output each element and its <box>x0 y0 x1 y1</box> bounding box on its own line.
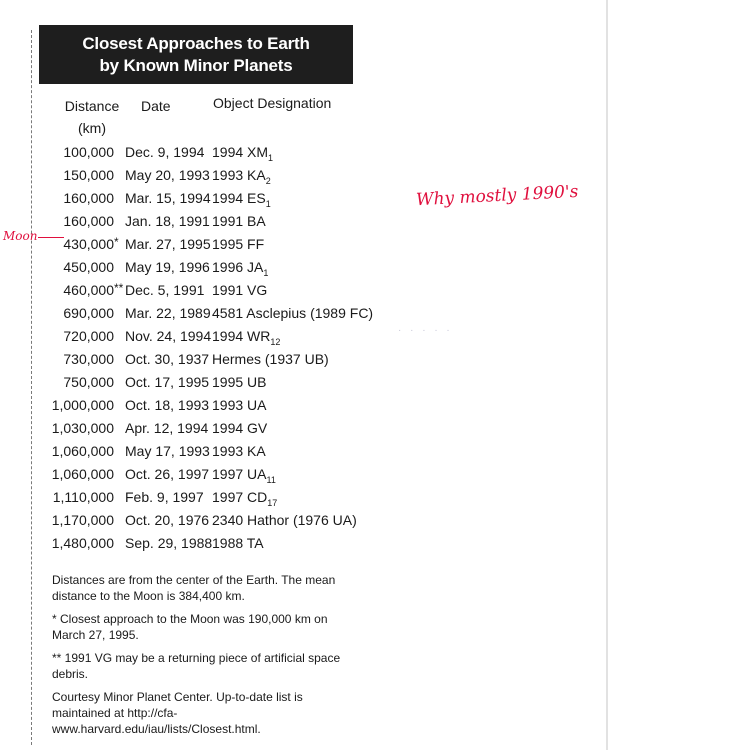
footnotes <box>52 572 362 744</box>
paper-edge <box>606 0 608 750</box>
object-designation: 1994 WR <box>212 328 271 344</box>
object-subscript: 17 <box>267 497 278 508</box>
table-row <box>46 325 376 348</box>
object-subscript: 12 <box>270 336 281 347</box>
object-designation: 1988 TA <box>212 535 264 551</box>
table-row <box>46 141 376 164</box>
distance-cell: 750,000 <box>63 374 114 390</box>
date-cell: May 17, 1993 <box>125 443 210 459</box>
table-row <box>46 509 376 532</box>
table-row <box>46 440 376 463</box>
column-header-distance <box>57 95 127 139</box>
object-designation: 1991 VG <box>212 282 268 298</box>
footnote-mark: ** <box>114 281 124 295</box>
date-cell: Nov. 24, 1994 <box>125 328 212 344</box>
table-row <box>46 210 376 233</box>
column-header-object: Object Designation <box>213 95 332 111</box>
distance-cell: 160,000 <box>63 213 114 229</box>
footnote-mark: * <box>114 235 119 249</box>
table-row <box>46 302 376 325</box>
object-subscript: 1 <box>263 267 269 278</box>
date-cell: Apr. 12, 1994 <box>125 420 209 436</box>
table-row <box>46 279 376 302</box>
distance-cell: 730,000 <box>63 351 114 367</box>
date-cell: Sep. 29, 1988 <box>125 535 213 551</box>
object-designation: 2340 Hathor (1976 UA) <box>212 512 357 528</box>
title-banner <box>39 25 353 84</box>
title-line-1: Closest Approaches to Earth <box>82 34 310 53</box>
date-cell: Oct. 17, 1995 <box>125 374 210 390</box>
object-designation: 1994 GV <box>212 420 268 436</box>
date-cell: Oct. 30, 1937 <box>125 351 210 367</box>
dashed-margin-rule <box>31 30 32 745</box>
distance-cell: 1,060,000 <box>51 466 114 482</box>
date-cell: Jan. 18, 1991 <box>125 213 210 229</box>
object-designation: 1995 FF <box>212 236 265 252</box>
date-cell: Feb. 9, 1997 <box>125 489 204 505</box>
column-header-distance-label: Distance <box>64 98 120 114</box>
distance-cell: 1,110,000 <box>52 489 114 505</box>
object-subscript: 1 <box>268 152 274 163</box>
distance-cell: 720,000 <box>63 328 114 344</box>
object-designation: 1993 KA <box>212 443 266 459</box>
distance-cell: 460,000 <box>63 282 114 298</box>
distance-cell: 690,000 <box>63 305 114 321</box>
distance-cell: 430,000 <box>63 236 114 252</box>
object-cell <box>212 532 264 561</box>
table-row <box>46 463 376 486</box>
distance-cell: 100,000 <box>63 144 114 160</box>
object-designation: 1994 ES <box>212 190 266 206</box>
object-designation: 1994 XM <box>212 144 269 160</box>
table-row <box>46 371 376 394</box>
table-row <box>46 532 376 555</box>
object-designation: 1996 JA <box>212 259 264 275</box>
date-cell: May 19, 1996 <box>125 259 210 275</box>
footnote-space-debris: ** 1991 VG may be a returning piece of artificial space debris. <box>52 651 341 681</box>
table-row <box>46 233 376 256</box>
object-subscript: 11 <box>266 474 276 485</box>
object-designation: 1997 CD <box>212 489 268 505</box>
handwritten-moon-line <box>38 237 64 238</box>
date-cell: Mar. 22, 1989 <box>125 305 211 321</box>
table-row <box>46 256 376 279</box>
date-cell: Dec. 5, 1991 <box>125 282 205 298</box>
date-cell: Dec. 9, 1994 <box>125 144 205 160</box>
table-row <box>46 417 376 440</box>
table-row <box>46 486 376 509</box>
date-cell: Mar. 27, 1995 <box>125 236 211 252</box>
object-designation: 1997 UA <box>212 466 267 482</box>
object-designation: 1993 UA <box>212 397 267 413</box>
date-cell: Oct. 18, 1993 <box>125 397 210 413</box>
object-designation: Hermes (1937 UB) <box>212 351 329 367</box>
scan-specks: · · · · · <box>398 325 453 336</box>
object-subscript: 1 <box>265 198 271 209</box>
table-row <box>46 394 376 417</box>
distance-cell: 150,000 <box>63 167 114 183</box>
distance-cell: 1,000,000 <box>51 397 114 413</box>
distance-cell: 1,170,000 <box>51 512 114 528</box>
footnote-distance: Distances are from the center of the Earth. The mean distance to the Moon is 384,400 km. <box>52 573 336 603</box>
date-cell: May 20, 1993 <box>125 167 210 183</box>
distance-cell: 1,030,000 <box>51 420 114 436</box>
column-header-date: Date <box>141 98 171 114</box>
distance-cell: 450,000 <box>63 259 114 275</box>
date-cell: Mar. 15, 1994 <box>125 190 211 206</box>
distance-cell: 160,000 <box>63 190 114 206</box>
handwritten-moon-label: Moon <box>3 229 38 243</box>
column-header-distance-unit: (km) <box>78 120 106 136</box>
table-row <box>46 348 376 371</box>
approach-table <box>46 141 376 555</box>
object-designation: 1995 UB <box>212 374 267 390</box>
object-designation: 4581 Asclepius (1989 FC) <box>212 305 374 321</box>
footnote-moon-approach: * Closest approach to the Moon was 190,000 km on March 27, 1995. <box>52 612 328 642</box>
title-line-2: by Known Minor Planets <box>99 56 293 75</box>
distance-cell: 1,060,000 <box>51 443 114 459</box>
object-subscript: 2 <box>265 175 271 186</box>
table-row <box>46 164 376 187</box>
object-designation: 1993 KA <box>212 167 266 183</box>
table-row <box>46 187 376 210</box>
date-cell: Oct. 26, 1997 <box>125 466 210 482</box>
handwritten-question-note: Why mostly 1990's <box>415 181 579 211</box>
distance-cell: 1,480,000 <box>51 535 114 551</box>
footnote-source: Courtesy Minor Planet Center. Up-to-date list is maintained at http://cfa-www.harvard.edu/iau/lists/Closest.html. <box>52 690 303 736</box>
date-cell: Oct. 20, 1976 <box>125 512 210 528</box>
object-designation: 1991 BA <box>212 213 266 229</box>
